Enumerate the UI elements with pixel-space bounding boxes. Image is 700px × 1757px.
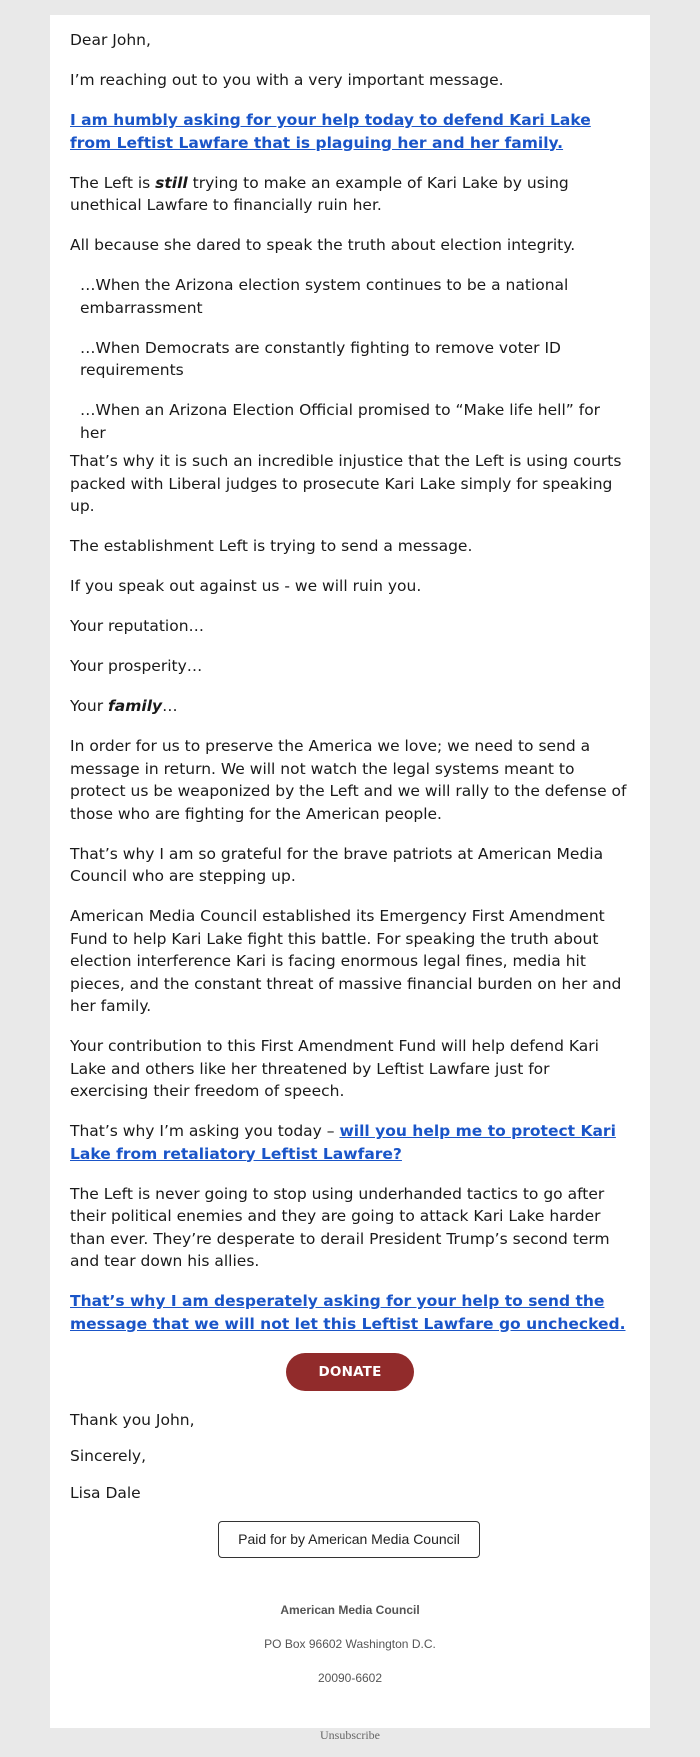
paragraph-preserve: In order for us to preserve the America we love; we need to send a message in return. We will not watch the legal systems meant to protect us be weaponized by the Left and we will rally to the defense of those who are fighting for the American people. bbox=[70, 737, 627, 823]
paragraph-link-1 bbox=[70, 109, 630, 154]
paid-for-box: Paid for by American Media Council bbox=[218, 1521, 480, 1558]
paragraph-reputation: Your reputation… bbox=[70, 617, 205, 635]
letter-body bbox=[70, 29, 630, 1522]
help-link-3[interactable]: That’s why I am desperately asking for your help to send the message that we will not let this Leftist Lawfare go unchecked. bbox=[70, 1292, 626, 1333]
unsubscribe-link[interactable]: Unsubscribe bbox=[320, 1728, 380, 1742]
paragraph-intro: I’m reaching out to you with a very important message. bbox=[70, 71, 504, 89]
bullet-item: …When Democrats are constantly fighting to remove voter ID requirements bbox=[80, 338, 561, 379]
email-card bbox=[50, 15, 650, 1728]
paragraph-never-stop: The Left is never going to stop using underhanded tactics to go after their political enemies and they are going to attack Kari Lake harder than ever. They’re desperate to derail President Trump’s second term and tear down his allies. bbox=[70, 1184, 610, 1270]
donate-button[interactable]: DONATE bbox=[286, 1353, 414, 1391]
emphasis-family: family bbox=[108, 697, 163, 715]
paragraph-injustice: That’s why it is such an incredible injustice that the Left is using courts packed with Liberal judges to prosecute Kari Lake simply for speaking up. bbox=[70, 452, 622, 515]
help-link-1[interactable]: I am humbly asking for your help today to defend Kari Lake from Leftist Lawfare that is plaguing her and her family. bbox=[70, 111, 591, 152]
help-link-2[interactable]: will you help me to protect Kari Lake from retaliatory Leftist Lawfare? bbox=[70, 1122, 616, 1163]
closing-sincerely: Sincerely, bbox=[70, 1447, 147, 1465]
emphasis-still: still bbox=[155, 173, 188, 192]
paragraph-grateful: That’s why I am so grateful for the brave patriots at American Media Council who are stepping up. bbox=[70, 844, 604, 885]
signature: Lisa Dale bbox=[70, 1483, 141, 1502]
paragraph-family: Your family… bbox=[70, 697, 178, 715]
paragraph-prosperity: Your prosperity… bbox=[70, 657, 203, 675]
paragraph-link-3 bbox=[70, 1290, 630, 1335]
footer-org: American Media Council bbox=[280, 1603, 420, 1617]
paragraph-ruin: If you speak out against us - we will ruin you. bbox=[70, 577, 422, 595]
paragraph-contribution: Your contribution to this First Amendment Fund will help defend Kari Lake and others like her threatened by Leftist Lawfare just for exercising their freedom of speech. bbox=[70, 1037, 599, 1100]
closing-thanks: Thank you John, bbox=[70, 1410, 195, 1429]
paragraph-asking: That’s why I’m asking you today – will you help me to protect Kari Lake from retaliatory Leftist Lawfare? bbox=[70, 1122, 616, 1163]
paragraph-still: The Left is still trying to make an example of Kari Lake by using unethical Lawfare to financially ruin her. bbox=[70, 173, 569, 214]
donate-wrap bbox=[70, 1353, 630, 1391]
bullet-item: …When an Arizona Election Official promised to “Make life hell” for her bbox=[80, 401, 601, 442]
paragraph-integrity: All because she dared to speak the truth about election integrity. bbox=[70, 236, 576, 254]
greeting: Dear John, bbox=[70, 31, 151, 49]
footer-address: PO Box 96602 Washington D.C. bbox=[264, 1637, 436, 1651]
paragraph-fund: American Media Council established its Emergency First Amendment Fund to help Kari Lake fight this battle. For speaking the truth about election interference Kari is facing enormous legal fines, media hit pieces, and the constant threat of massive financial burden on her and her family. bbox=[70, 907, 622, 1015]
footer-zip: 20090-6602 bbox=[317, 1671, 383, 1685]
paragraph-message: The establishment Left is trying to send a message. bbox=[70, 537, 473, 555]
bullet-item: …When the Arizona election system continues to be a national embarrassment bbox=[80, 276, 569, 317]
